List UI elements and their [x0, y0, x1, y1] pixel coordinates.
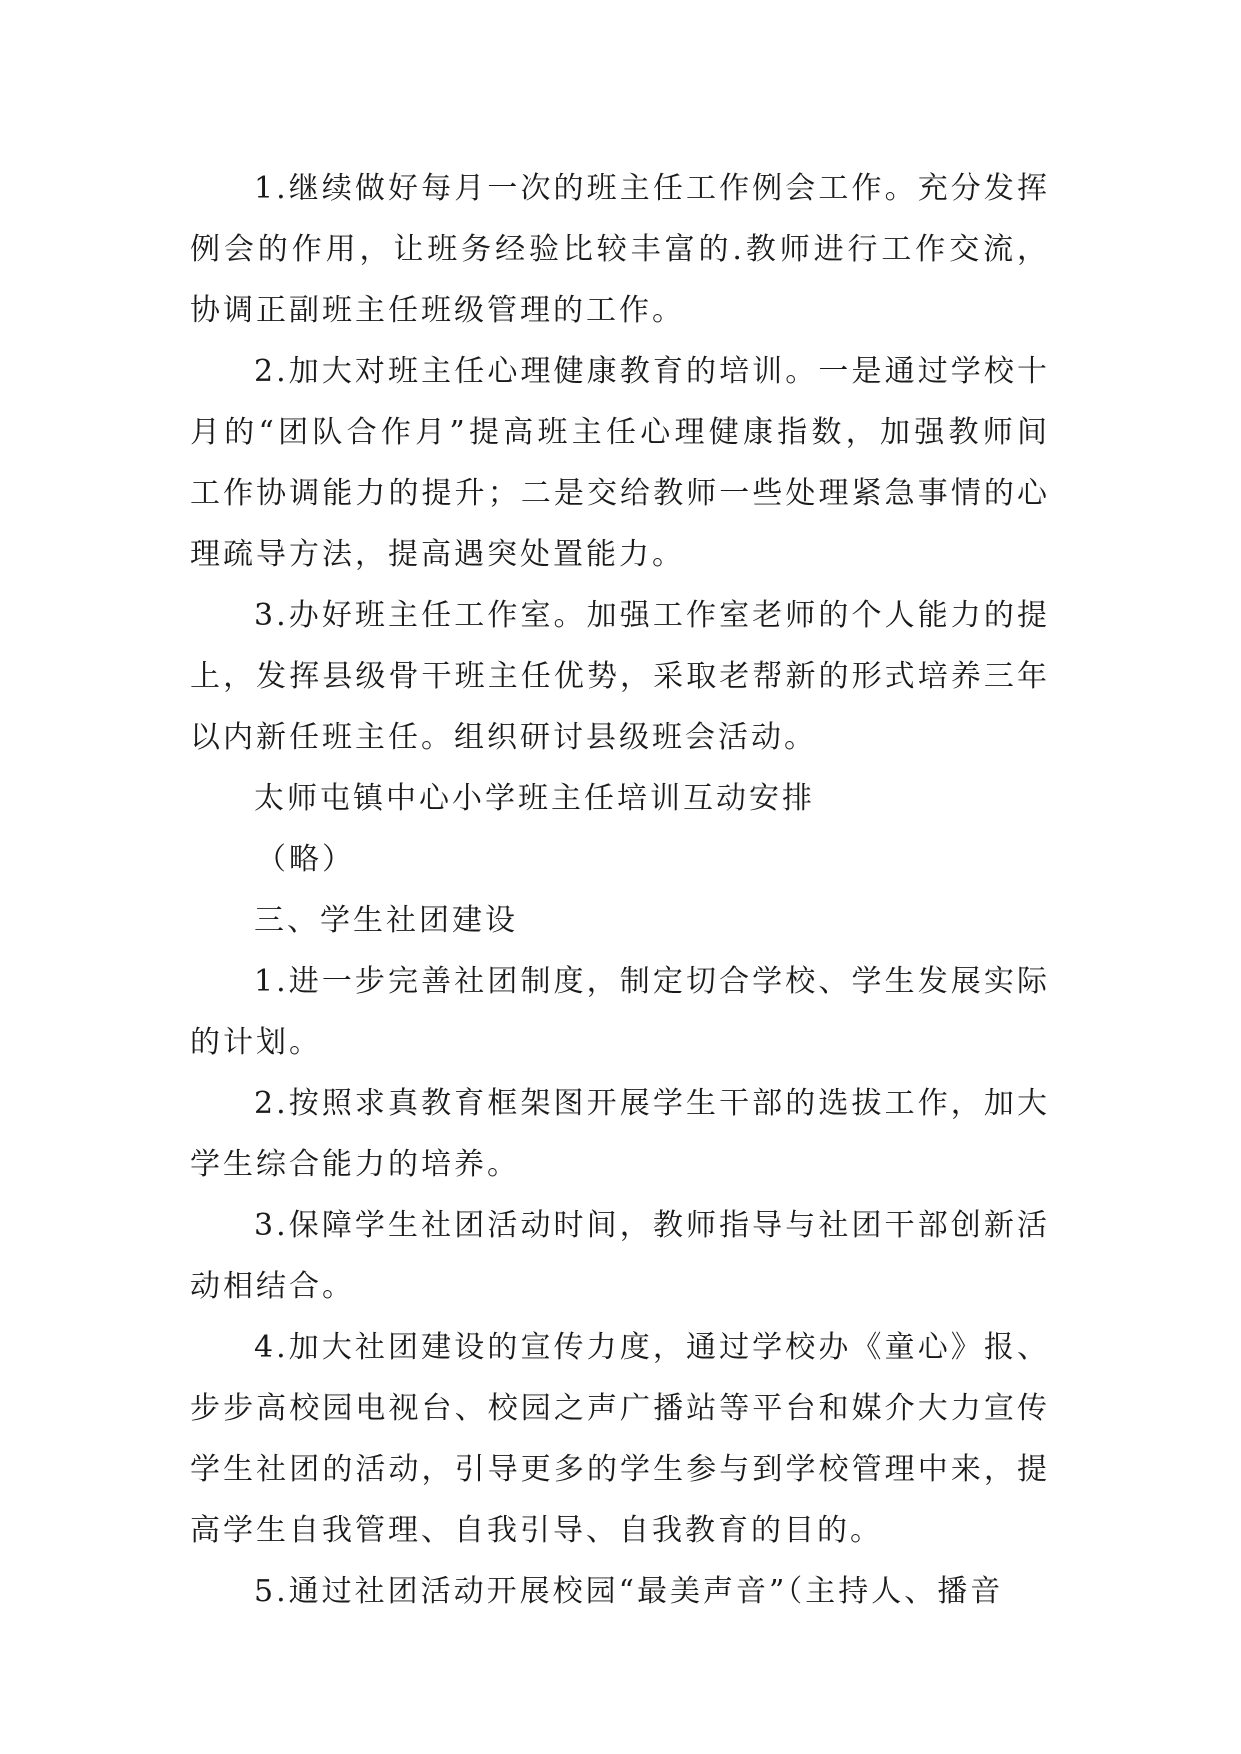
paragraph-training-schedule-title: 太师屯镇中心小学班主任培训互动安排 — [254, 781, 815, 816]
paragraph-omitted-note: （略） — [256, 842, 355, 877]
paragraph-activity-time: 3.保障学生社团活动时间，教师指导与社团干部创新活动相结合。 — [190, 1208, 1050, 1304]
paragraph-best-voice: 5.通过社团活动开展校园“最美声音”（主持人、播音 — [254, 1574, 1004, 1609]
paragraph-studio: 3.办好班主任工作室。加强工作室老师的个人能力的提上，发挥县级骨干班主任优势，采取老帮新的形式培养三年以内新任班主任。组织研讨县级班会活动。 — [190, 598, 1050, 755]
document-body — [190, 158, 1050, 1622]
paragraph-cadre-selection: 2.按照求真教育框架图开展学生干部的选拔工作，加大学生综合能力的培养。 — [190, 1086, 1050, 1182]
paragraph-class-teacher-meeting: 1.继续做好每月一次的班主任工作例会工作。充分发挥例会的作用，让班务经验比较丰富的.教师进行工作交流，协调正副班主任班级管理的工作。 — [190, 171, 1050, 328]
paragraph-mental-health-training: 2.加大对班主任心理健康教育的培训。一是通过学校十月的“团队合作月”提高班主任心理健康指数，加强教师间工作协调能力的提升；二是交给教师一些处理紧急事情的心理疏导方法，提高遇突处置能力。 — [190, 354, 1050, 572]
paragraph-club-system: 1.进一步完善社团制度，制定切合学校、学生发展实际的计划。 — [190, 964, 1050, 1060]
section-heading-student-clubs: 三、学生社团建设 — [254, 903, 518, 938]
paragraph-publicity: 4.加大社团建设的宣传力度，通过学校办《童心》报、步步高校园电视台、校园之声广播站等平台和媒介大力宣传学生社团的活动，引导更多的学生参与到学校管理中来，提高学生自我管理、自我引导、自我教育的目的。 — [190, 1330, 1050, 1548]
